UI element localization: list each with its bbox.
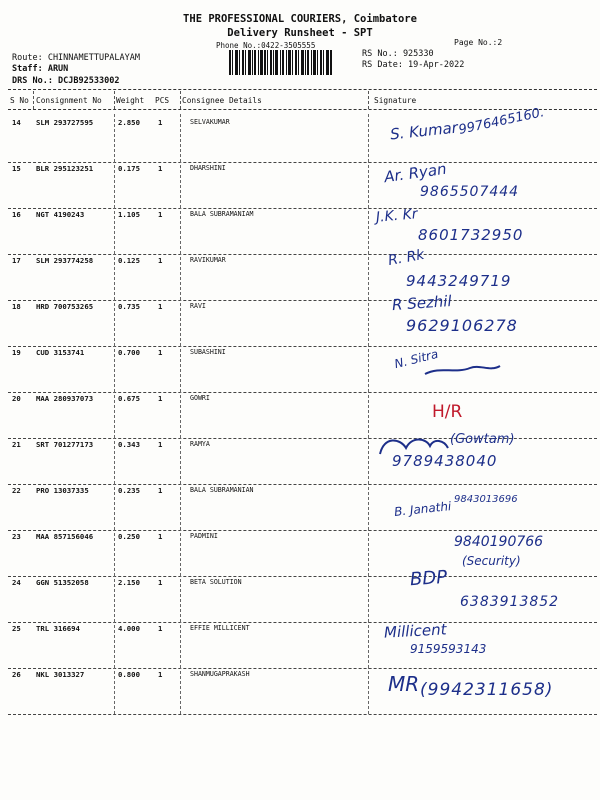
signature-row-14 — [370, 105, 595, 160]
column-divider — [180, 160, 181, 208]
signature-note: (Security) — [462, 554, 521, 568]
row-weight: 0.675 — [118, 394, 140, 403]
column-divider — [114, 114, 115, 162]
column-divider — [180, 666, 181, 714]
row-weight: 4.000 — [118, 624, 140, 633]
row-pcs: 1 — [158, 670, 163, 679]
signature-name: N. Sitra — [392, 346, 440, 372]
column-divider — [180, 344, 181, 392]
row-pcs: 1 — [158, 164, 163, 173]
row-weight: 0.343 — [118, 440, 140, 449]
row-sno: 19 — [12, 348, 21, 357]
row-weight: 2.850 — [118, 118, 140, 127]
row-consignment: NKL 3013327 — [36, 670, 85, 679]
column-divider — [114, 436, 115, 484]
row-weight: 0.800 — [118, 670, 140, 679]
signature-row-15 — [370, 160, 595, 212]
column-divider — [114, 252, 115, 300]
signature-phone: 9840190766 — [454, 534, 544, 550]
column-divider — [33, 91, 34, 109]
row-consignee: SELVAKUMAR — [190, 118, 230, 126]
row-sno: 24 — [12, 578, 21, 587]
signature-phone: 9629106278 — [406, 316, 518, 335]
signature-row-25 — [370, 620, 595, 672]
col-header-pcs: PCS — [155, 96, 170, 105]
col-header-weight: Weight — [116, 96, 145, 105]
page-number: Page No.:2 — [454, 38, 503, 47]
row-weight: 2.150 — [118, 578, 140, 587]
signature-row-21 — [370, 428, 595, 480]
signature-name: Millicent — [383, 620, 447, 642]
column-divider — [368, 666, 369, 714]
staff-label: Staff: ARUN — [12, 64, 69, 74]
column-divider — [114, 298, 115, 346]
signature-hr-mark: H/R — [432, 402, 463, 422]
column-divider — [180, 390, 181, 438]
row-pcs: 1 — [158, 578, 163, 587]
signature-phone: 8601732950 — [418, 226, 524, 244]
row-pcs: 1 — [158, 532, 163, 541]
column-divider — [368, 114, 369, 162]
row-consignment: PRO 13037335 — [36, 486, 89, 495]
row-sno: 14 — [12, 118, 21, 127]
signature-phone: 6383913852 — [460, 594, 560, 610]
column-divider — [114, 482, 115, 530]
row-consignee: BALA SUBRAMANIAN — [190, 486, 254, 494]
row-consignee: RAVI — [190, 302, 206, 310]
signature-name: Ar. Ryan — [383, 159, 448, 187]
row-consignee: BETA SOLUTION — [190, 578, 242, 586]
signature-phone: 9865507444 — [420, 184, 520, 200]
row-consignment: GGN 51352058 — [36, 578, 89, 587]
row-consignee: RAMYA — [190, 440, 210, 448]
row-weight: 0.735 — [118, 302, 140, 311]
column-divider — [368, 206, 369, 254]
col-header-consignee: Consignee Details — [182, 96, 262, 105]
row-pcs: 1 — [158, 624, 163, 633]
row-consignment: MAA 280937073 — [36, 394, 94, 403]
column-divider — [180, 91, 181, 109]
signature-phone: 9789438040 — [392, 452, 498, 470]
row-sno: 16 — [12, 210, 21, 219]
row-consignment: CUD 3153741 — [36, 348, 85, 357]
row-weight: 0.175 — [118, 164, 140, 173]
document-subtitle: Delivery Runsheet - SPT — [227, 27, 373, 39]
signature-name: B. Janathi — [393, 499, 452, 519]
signature-name: BDP — [409, 566, 448, 591]
row-consignee: SUBASHINI — [190, 348, 226, 356]
barcode-icon — [229, 50, 332, 75]
row-sno: 20 — [12, 394, 21, 403]
signature-row-24 — [370, 568, 595, 620]
signature-phone: (9942311658) — [420, 680, 554, 700]
column-divider — [180, 298, 181, 346]
signature-name: (Gowtam) — [450, 432, 515, 447]
row-weight: 1.105 — [118, 210, 140, 219]
column-divider — [368, 528, 369, 576]
row-consignment: MAA 857156046 — [36, 532, 94, 541]
signature-name: J.K. Kr — [375, 206, 419, 226]
row-consignee: DHARSHINI — [190, 164, 226, 172]
col-header-signature: Signature — [374, 96, 417, 105]
row-consignee: EFFIE MILLICENT — [190, 624, 250, 632]
row-sno: 21 — [12, 440, 21, 449]
signature-phone: 9159593143 — [410, 642, 487, 656]
row-pcs: 1 — [158, 210, 163, 219]
drs-number: DRS No.: DCJB92533002 — [12, 76, 120, 86]
signature-name: R Sezhil — [391, 291, 453, 315]
row-consignee: SHANMUGAPRAKASH — [190, 670, 250, 678]
row-consignment: HRD 700753265 — [36, 302, 94, 311]
row-sno: 25 — [12, 624, 21, 633]
column-divider — [114, 574, 115, 622]
row-pcs: 1 — [158, 256, 163, 265]
column-divider — [368, 160, 369, 208]
column-divider — [180, 528, 181, 576]
signature-row-19 — [370, 344, 595, 396]
signature-name: S. Kumar — [389, 118, 459, 144]
row-pcs: 1 — [158, 486, 163, 495]
rs-date: RS Date: 19-Apr-2022 — [362, 60, 465, 70]
column-divider — [368, 436, 369, 484]
column-divider — [114, 528, 115, 576]
row-consignment: SRT 701277173 — [36, 440, 94, 449]
column-divider — [114, 91, 115, 109]
row-sno: 22 — [12, 486, 21, 495]
signature-phone: 9976465160. — [457, 105, 546, 138]
column-divider — [114, 620, 115, 668]
row-consignment: SLM 293727595 — [36, 118, 94, 127]
column-divider — [368, 344, 369, 392]
column-divider — [114, 344, 115, 392]
row-weight: 0.250 — [118, 532, 140, 541]
row-consignee: BALA SUBRAMANIAM — [190, 210, 254, 218]
signature-name: MR — [388, 672, 420, 696]
signature-name: R. Rk — [386, 246, 426, 270]
column-divider — [114, 666, 115, 714]
signature-scribble-icon — [370, 428, 595, 480]
column-divider — [180, 114, 181, 162]
column-divider — [114, 206, 115, 254]
row-weight: 0.235 — [118, 486, 140, 495]
row-rule — [8, 484, 597, 485]
row-weight: 0.700 — [118, 348, 140, 357]
row-consignment: BLR 295123251 — [36, 164, 94, 173]
column-divider — [180, 482, 181, 530]
row-consignment: SLM 293774258 — [36, 256, 94, 265]
column-divider — [368, 574, 369, 622]
row-sno: 23 — [12, 532, 21, 541]
column-divider — [368, 390, 369, 438]
column-divider — [180, 206, 181, 254]
column-divider — [368, 482, 369, 530]
rs-number: RS No.: 925330 — [362, 49, 434, 59]
signature-scribble-icon — [370, 344, 595, 396]
signature-phone: 9843013696 — [454, 494, 518, 505]
column-divider — [180, 436, 181, 484]
row-pcs: 1 — [158, 118, 163, 127]
col-header-consignment: Consignment No — [36, 96, 102, 105]
column-divider — [114, 160, 115, 208]
row-sno: 18 — [12, 302, 21, 311]
column-divider — [180, 252, 181, 300]
row-sno: 15 — [12, 164, 21, 173]
column-divider — [114, 390, 115, 438]
row-consignment: NGT 4190243 — [36, 210, 85, 219]
signature-phone: 9443249719 — [406, 272, 512, 290]
row-consignee: RAVIKUMAR — [190, 256, 226, 264]
row-consignee: GOWRI — [190, 394, 210, 402]
column-divider — [180, 620, 181, 668]
row-pcs: 1 — [158, 302, 163, 311]
row-pcs: 1 — [158, 394, 163, 403]
column-divider — [368, 620, 369, 668]
column-divider — [368, 91, 369, 109]
signature-row-26 — [370, 668, 595, 720]
header-top-rule — [8, 89, 597, 90]
route-label: Route: CHINNAMETTUPALAYAM — [12, 53, 140, 63]
row-consignee: PADMINI — [190, 532, 218, 540]
signature-row-18 — [370, 292, 595, 344]
row-sno: 17 — [12, 256, 21, 265]
row-consignment: TRL 316694 — [36, 624, 80, 633]
row-pcs: 1 — [158, 440, 163, 449]
row-weight: 0.125 — [118, 256, 140, 265]
document-title: THE PROFESSIONAL COURIERS, Coimbatore — [183, 13, 417, 25]
col-header-sno: S No — [10, 96, 29, 105]
phone-number: Phone No.:0422-3505555 — [216, 41, 316, 50]
column-divider — [368, 298, 369, 346]
row-pcs: 1 — [158, 348, 163, 357]
column-divider — [180, 574, 181, 622]
row-sno: 26 — [12, 670, 21, 679]
column-divider — [368, 252, 369, 300]
